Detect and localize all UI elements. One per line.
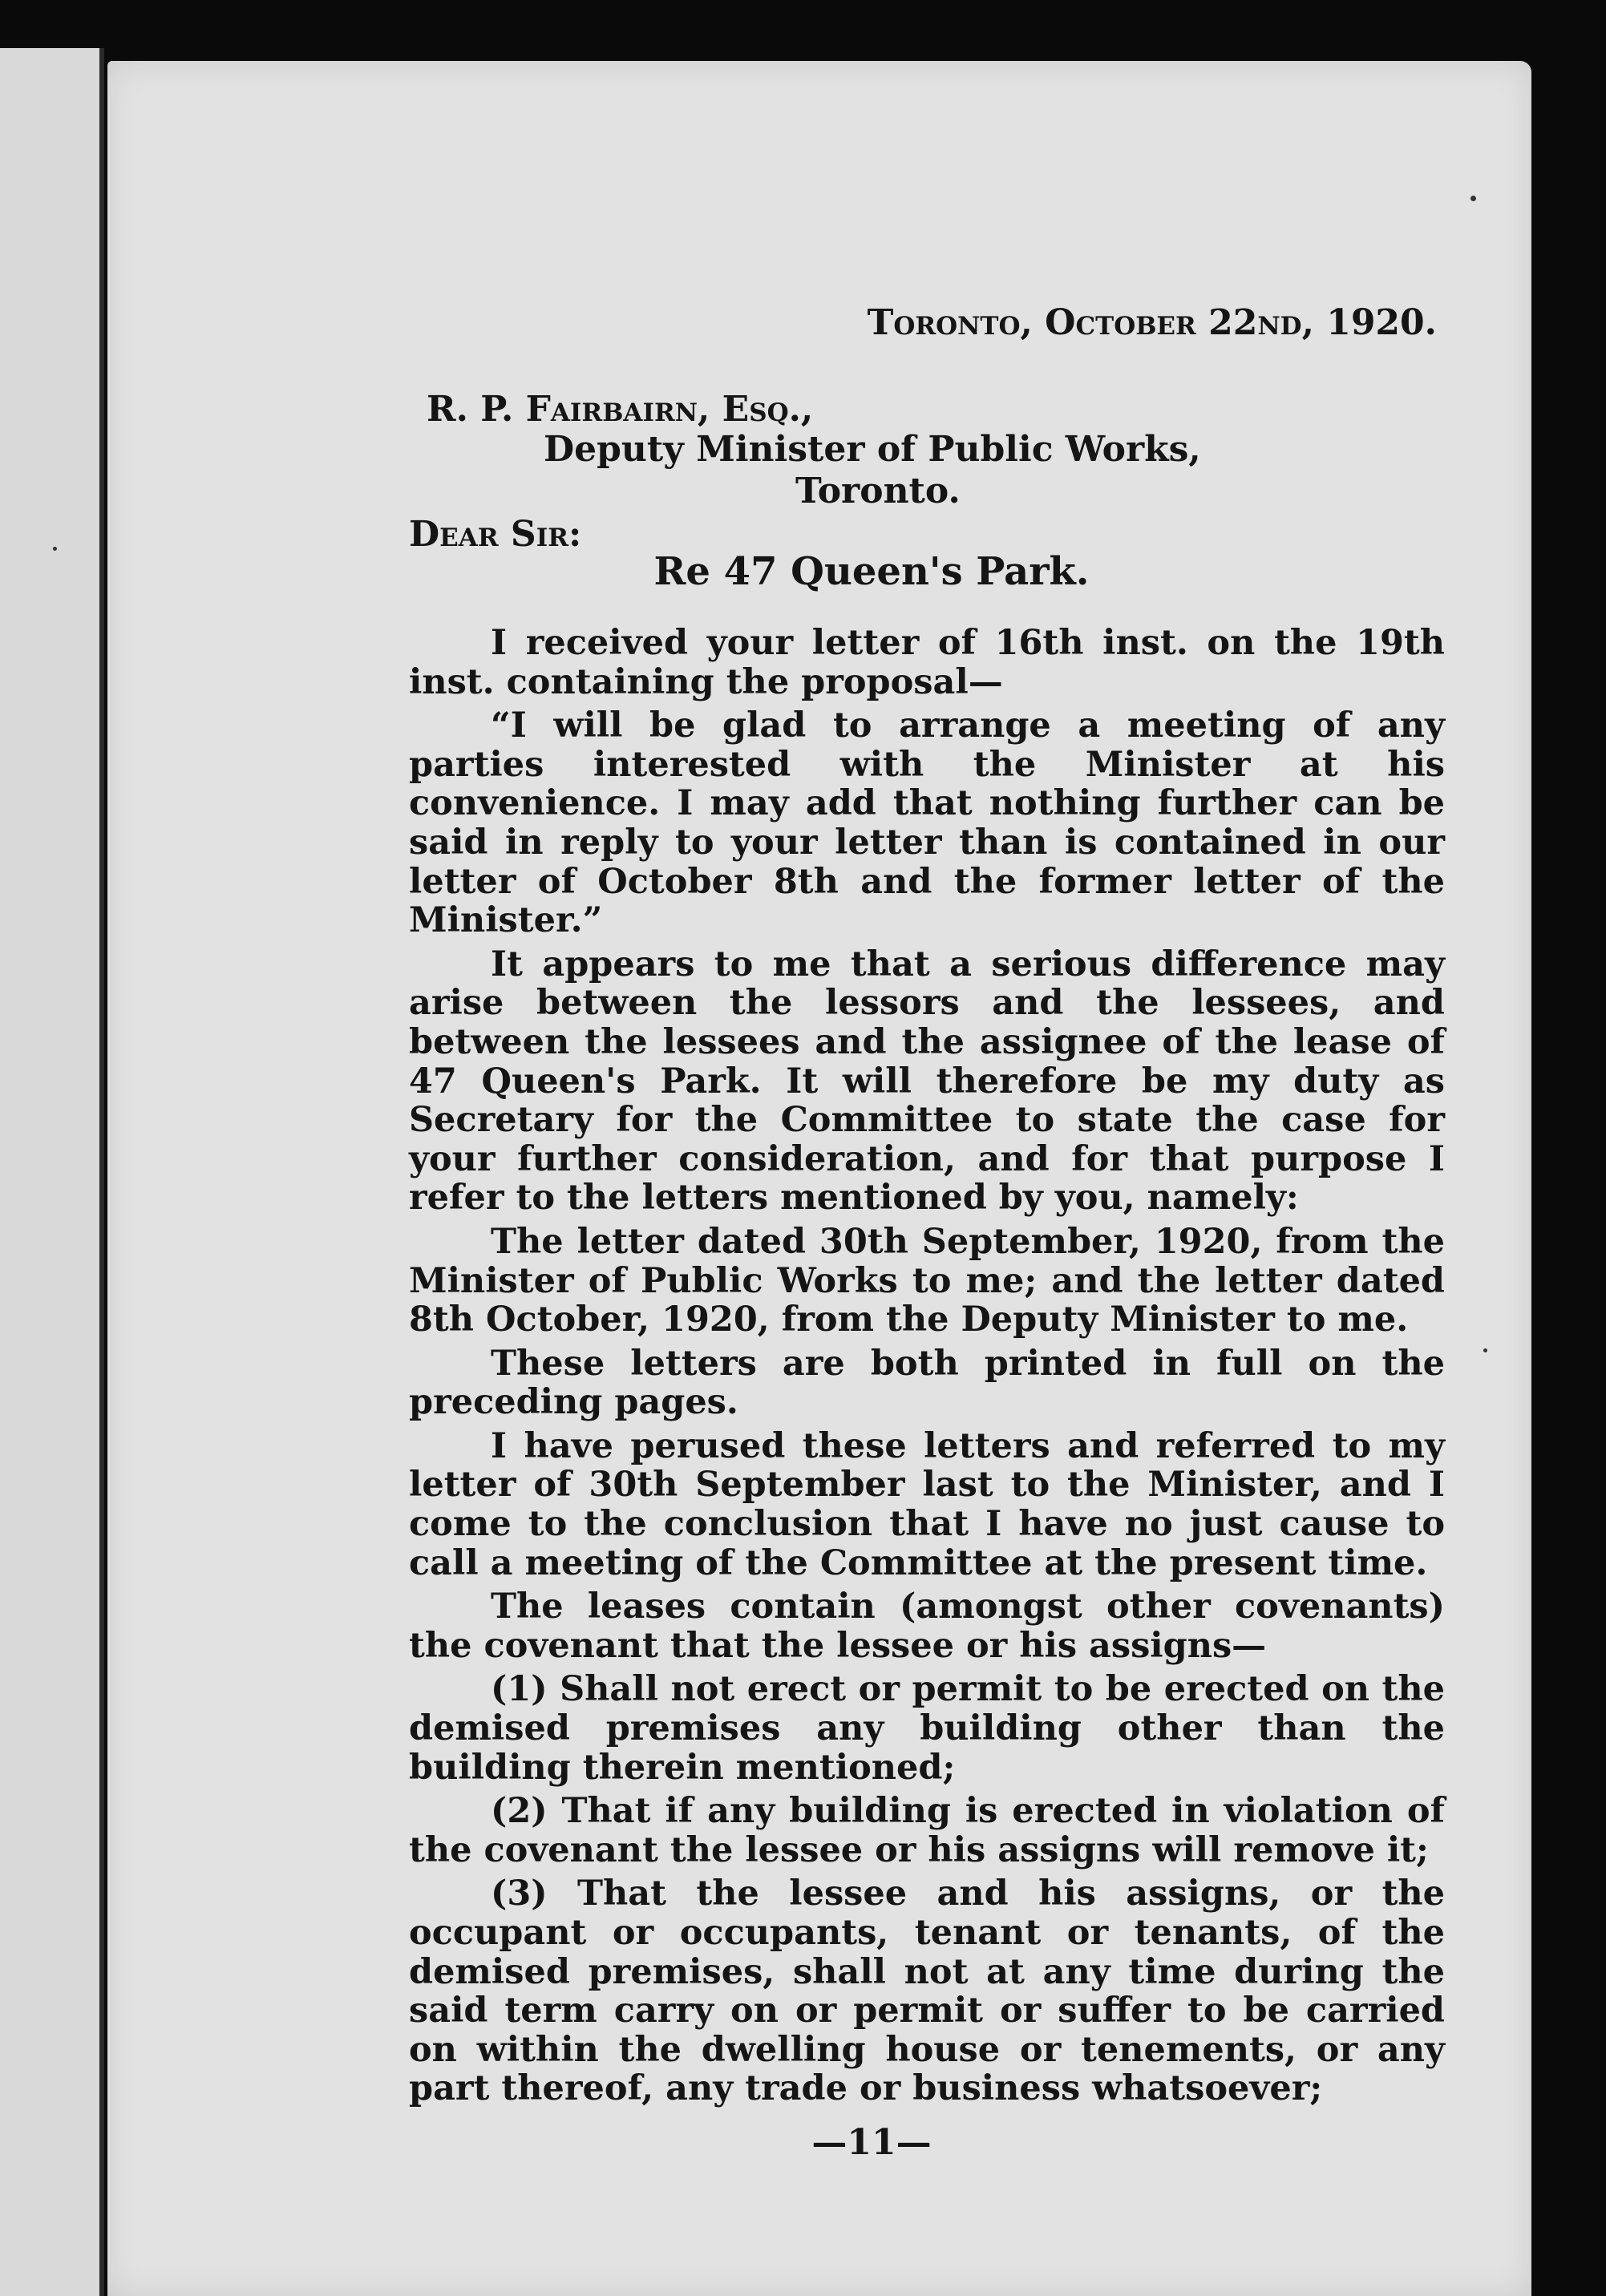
recipient-title: Deputy Minister of Public Works, bbox=[544, 429, 1201, 470]
speck bbox=[53, 547, 57, 551]
paragraph: It appears to me that a serious difference may arise between the lessors and the lessees, and between the lessees and the assignee of the lease of 47 Queen's Park. It will therefore be my duty as Secretary for the Committee to state the case for your further consideration, and for that purpose I refer to the letters mentioned by you, namely: bbox=[409, 944, 1445, 1219]
speck bbox=[1470, 196, 1476, 201]
subject-heading: Re 47 Queen's Park. bbox=[653, 549, 1090, 594]
covenant-item: (2) That if any building is erected in violation of the covenant the lessee or his assigns will remove it; bbox=[409, 1791, 1445, 1870]
recipient-name: R. P. Fairbairn, Esq., bbox=[427, 389, 814, 430]
facing-page-edge bbox=[0, 48, 104, 2296]
recipient-city: Toronto. bbox=[795, 471, 961, 511]
paragraph: I have perused these letters and referred to my letter of 30th September last to the Minister, and I come to the conclusion that I have no just cause to call a meeting of the Committee at the present time. bbox=[409, 1425, 1445, 1583]
paragraph: The letter dated 30th September, 1920, from the Minister of Public Works to me; and the letter dated 8th October, 1920, from the Deputy Minister to me. bbox=[409, 1221, 1445, 1340]
paragraph: These letters are both printed in full on the preceding pages. bbox=[409, 1343, 1445, 1423]
speck bbox=[1483, 1348, 1487, 1352]
paragraph: I received your letter of 16th inst. on the 19th inst. containing the proposal— bbox=[409, 623, 1445, 702]
letter-body bbox=[409, 624, 1445, 2113]
salutation: Dear Sir: bbox=[409, 514, 582, 555]
covenant-item: (3) That the lessee and his assigns, or the occupant or occupants, tenant or tenants, of the demised premises, shall not at any time during the said term carry on or permit or suffer to be carried on within the dwelling house or tenements, or any part thereof, any trade or business whatsoever; bbox=[409, 1874, 1445, 2109]
dateline: Toronto, October 22nd, 1920. bbox=[867, 302, 1437, 343]
document-page bbox=[107, 61, 1531, 2296]
covenant-item: (1) Shall not erect or permit to be erected on the demised premises any building other than the building therein mentioned; bbox=[409, 1669, 1445, 1788]
page-number: —11— bbox=[811, 2122, 932, 2163]
quoted-paragraph: “I will be glad to arrange a meeting of any parties interested with the Minister at his convenience. I may add that nothing further can be said in reply to your letter than is contained in our letter of October 8th and the former letter of the Minister.” bbox=[409, 705, 1445, 941]
paragraph: The leases contain (amongst other covenants) the covenant that the lessee or his assigns— bbox=[409, 1587, 1445, 1666]
